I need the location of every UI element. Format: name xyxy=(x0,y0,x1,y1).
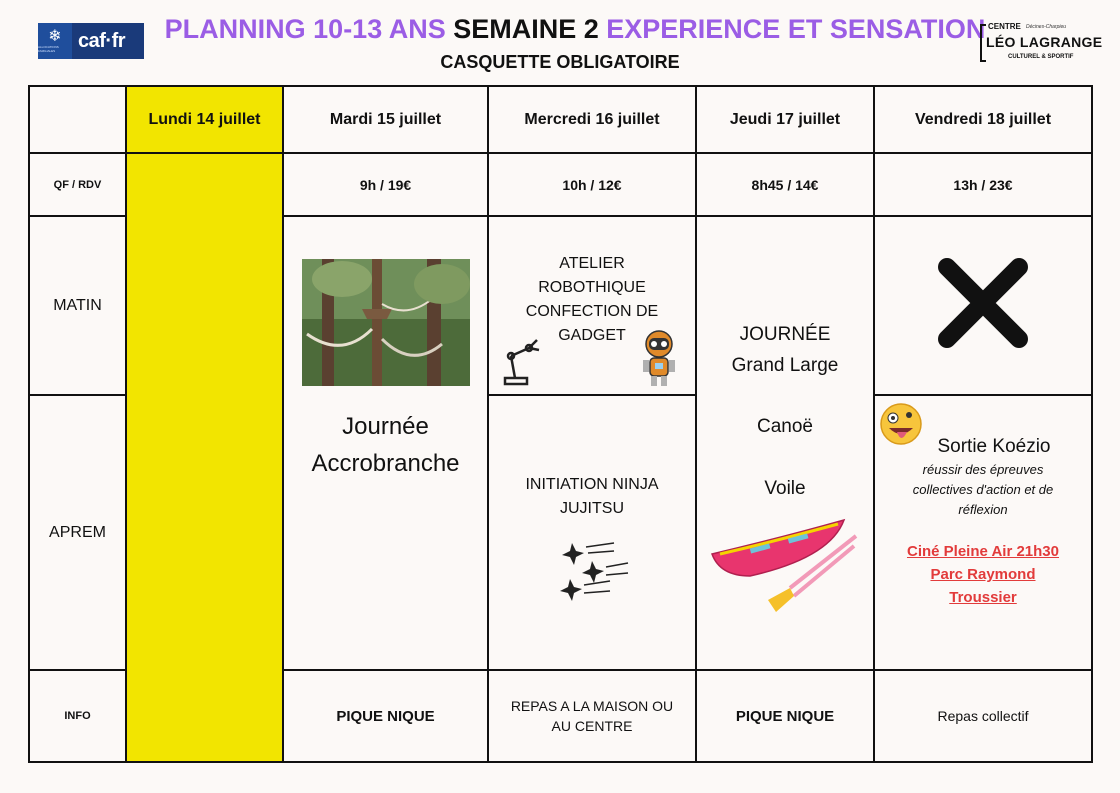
page-subtitle: CASQUETTE OBLIGATOIRE xyxy=(440,52,680,72)
koezio-title: Sortie Koézio xyxy=(937,436,1051,457)
cine-link-line2[interactable]: Parc Raymond xyxy=(930,566,1036,583)
vendredi-aprem xyxy=(874,395,1092,670)
atelier-line3: CONFECTION DE xyxy=(525,302,659,320)
corner-cell xyxy=(29,86,126,153)
qf-jeudi: 8h45 / 14€ xyxy=(696,153,874,216)
jeudi-line3: Canoë xyxy=(757,416,813,437)
caf-logo-text: caf·fr xyxy=(78,29,126,52)
jeudi-activity xyxy=(696,216,874,670)
day-header-lundi: Lundi 14 juillet xyxy=(126,86,283,153)
title-part2: SEMAINE 2 xyxy=(453,14,607,44)
row-label-info: INFO xyxy=(29,670,126,762)
day-header-jeudi: Jeudi 17 juillet xyxy=(696,86,874,153)
atelier-line4: GADGET xyxy=(558,326,626,344)
page-title xyxy=(160,14,990,45)
koezio-desc-line3: réflexion xyxy=(958,502,1008,517)
info-mardi: PIQUE NIQUE xyxy=(283,670,488,762)
title-part1: PLANNING 10-13 ANS xyxy=(164,14,454,44)
crazy-face-icon xyxy=(879,402,923,446)
info-jeudi: PIQUE NIQUE xyxy=(696,670,874,762)
mardi-activity xyxy=(283,216,488,670)
qf-row xyxy=(29,153,1092,216)
jeudi-line1: JOURNÉE xyxy=(739,324,831,345)
vendredi-matin xyxy=(874,216,1092,395)
day-header-mercredi: Mercredi 16 juillet xyxy=(488,86,696,153)
info-mercredi: REPAS A LA MAISON OU AU CENTRE xyxy=(488,670,696,762)
row-label-matin: MATIN xyxy=(29,216,126,395)
qf-vendredi: 13h / 23€ xyxy=(874,153,1092,216)
day-header-vendredi: Vendredi 18 juillet xyxy=(874,86,1092,153)
canoe-icon xyxy=(710,518,860,618)
shuriken-icon xyxy=(552,537,632,607)
leo-lagrange-logo: CENTRE Décines-Charpieu LÉO LAGRANGE CULTUREL & SPORTIF xyxy=(978,20,1078,70)
caf-logo xyxy=(38,23,144,59)
ninja-line2: JUJITSU xyxy=(560,499,624,517)
robot-arm-icon xyxy=(497,332,545,388)
row-label-qf: QF / RDV xyxy=(29,153,126,216)
ninja-line1: INITIATION NINJA xyxy=(525,475,659,493)
robot-icon xyxy=(637,328,681,390)
mercredi-matin xyxy=(488,216,696,395)
jeudi-line2: Grand Large xyxy=(731,355,839,376)
accrobranche-image xyxy=(302,259,470,386)
lundi-column xyxy=(126,153,283,762)
mercredi-aprem xyxy=(488,395,696,670)
mardi-line1: Journée xyxy=(342,413,429,440)
planning-table xyxy=(28,85,1093,763)
caf-emblem-icon: ❄ ALLOCATIONS FAMILIALES xyxy=(38,23,72,59)
day-header-mardi: Mardi 15 juillet xyxy=(283,86,488,153)
cine-link-line3[interactable]: Troussier xyxy=(949,589,1017,606)
qf-mardi: 9h / 19€ xyxy=(283,153,488,216)
header-row xyxy=(29,86,1092,153)
qf-mercredi: 10h / 12€ xyxy=(488,153,696,216)
koezio-desc-line1: réussir des épreuves xyxy=(922,462,1044,477)
jeudi-line4: Voile xyxy=(764,478,806,499)
row-label-aprem: APREM xyxy=(29,395,126,670)
atelier-line1: ATELIER xyxy=(559,254,625,272)
title-part3: EXPERIENCE ET SENSATION xyxy=(606,14,986,44)
cross-icon xyxy=(937,257,1029,349)
atelier-line2: ROBOTHIQUE xyxy=(538,278,646,296)
cine-link-line1[interactable]: Ciné Pleine Air 21h30 xyxy=(906,543,1059,560)
info-vendredi: Repas collectif xyxy=(874,670,1092,762)
mardi-line2: Accrobranche xyxy=(311,450,460,477)
koezio-desc-line2: collectives d'action et de xyxy=(912,482,1054,497)
